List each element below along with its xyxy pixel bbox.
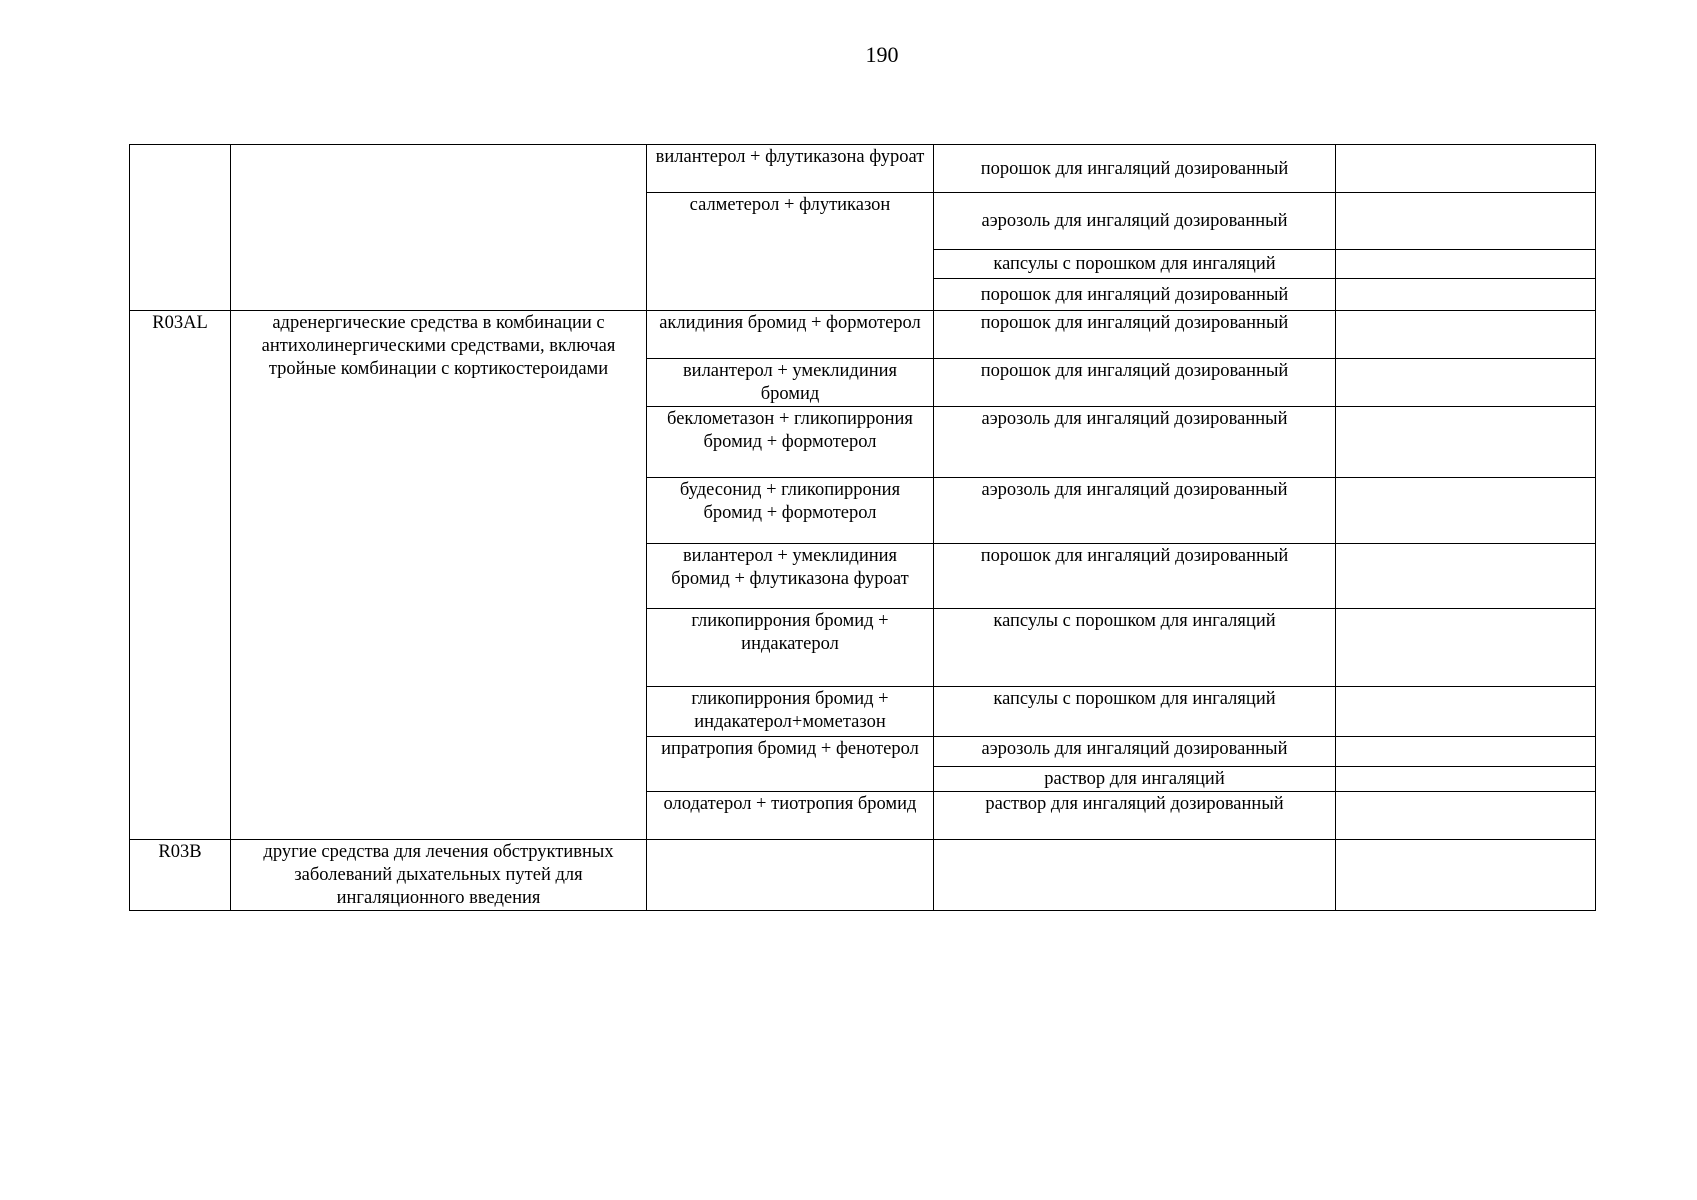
drug-name-cell: беклометазон + гликопиррония бромид + формотерол (647, 407, 934, 478)
atc-code-cell: R03AL (130, 311, 231, 840)
note-cell (1336, 311, 1596, 359)
group-name-cell (231, 145, 647, 311)
drug-list-table (129, 144, 1596, 911)
dosage-form-cell: раствор для ингаляций дозированный (934, 792, 1336, 840)
page-number: 190 (865, 42, 899, 67)
dosage-form-cell: порошок для ингаляций дозированный (934, 279, 1336, 311)
dosage-form-cell (934, 840, 1336, 911)
drug-name-cell: гликопиррония бромид + индакатерол+мометазон (647, 687, 934, 737)
drug-name-cell: ипратропия бромид + фенотерол (647, 737, 934, 792)
drug-name-cell: олодатерол + тиотропия бромид (647, 792, 934, 840)
group-name-cell: адренергические средства в комбинации с антихолинергическими средствами, включая тройные комбинации с кортикостероидами (231, 311, 647, 840)
dosage-form-cell: порошок для ингаляций дозированный (934, 359, 1336, 407)
drug-name-cell (647, 840, 934, 911)
atc-code-cell: R03B (130, 840, 231, 911)
dosage-form-cell: аэрозоль для ингаляций дозированный (934, 737, 1336, 767)
drug-name-cell: вилантерол + флутиказона фуроат (647, 145, 934, 193)
dosage-form-cell: порошок для ингаляций дозированный (934, 311, 1336, 359)
note-cell (1336, 687, 1596, 737)
drug-name-cell: салметерол + флутиказон (647, 193, 934, 311)
note-cell (1336, 792, 1596, 840)
drug-name-cell: гликопиррония бромид + индакатерол (647, 609, 934, 687)
dosage-form-cell: капсулы с порошком для ингаляций (934, 250, 1336, 279)
note-cell (1336, 478, 1596, 544)
dosage-form-cell: аэрозоль для ингаляций дозированный (934, 193, 1336, 250)
dosage-form-cell: раствор для ингаляций (934, 767, 1336, 792)
note-cell (1336, 840, 1596, 911)
note-cell (1336, 544, 1596, 609)
drug-name-cell: аклидиния бромид + формотерол (647, 311, 934, 359)
table-row (130, 145, 1596, 193)
dosage-form-cell: порошок для ингаляций дозированный (934, 544, 1336, 609)
note-cell (1336, 145, 1596, 193)
table-row (130, 840, 1596, 911)
dosage-form-cell: капсулы с порошком для ингаляций (934, 687, 1336, 737)
dosage-form-cell: капсулы с порошком для ингаляций (934, 609, 1336, 687)
drug-name-cell: вилантерол + умеклидиния бромид (647, 359, 934, 407)
group-name-cell: другие средства для лечения обструктивных заболеваний дыхательных путей для ингаляционного введения (231, 840, 647, 911)
drug-name-cell: будесонид + гликопиррония бромид + формотерол (647, 478, 934, 544)
table-row (130, 311, 1596, 359)
dosage-form-cell: порошок для ингаляций дозированный (934, 145, 1336, 193)
note-cell (1336, 279, 1596, 311)
note-cell (1336, 193, 1596, 250)
note-cell (1336, 767, 1596, 792)
dosage-form-cell: аэрозоль для ингаляций дозированный (934, 407, 1336, 478)
note-cell (1336, 407, 1596, 478)
dosage-form-cell: аэрозоль для ингаляций дозированный (934, 478, 1336, 544)
note-cell (1336, 609, 1596, 687)
note-cell (1336, 737, 1596, 767)
note-cell (1336, 359, 1596, 407)
atc-code-cell (130, 145, 231, 311)
note-cell (1336, 250, 1596, 279)
drug-name-cell: вилантерол + умеклидиния бромид + флутиказона фуроат (647, 544, 934, 609)
